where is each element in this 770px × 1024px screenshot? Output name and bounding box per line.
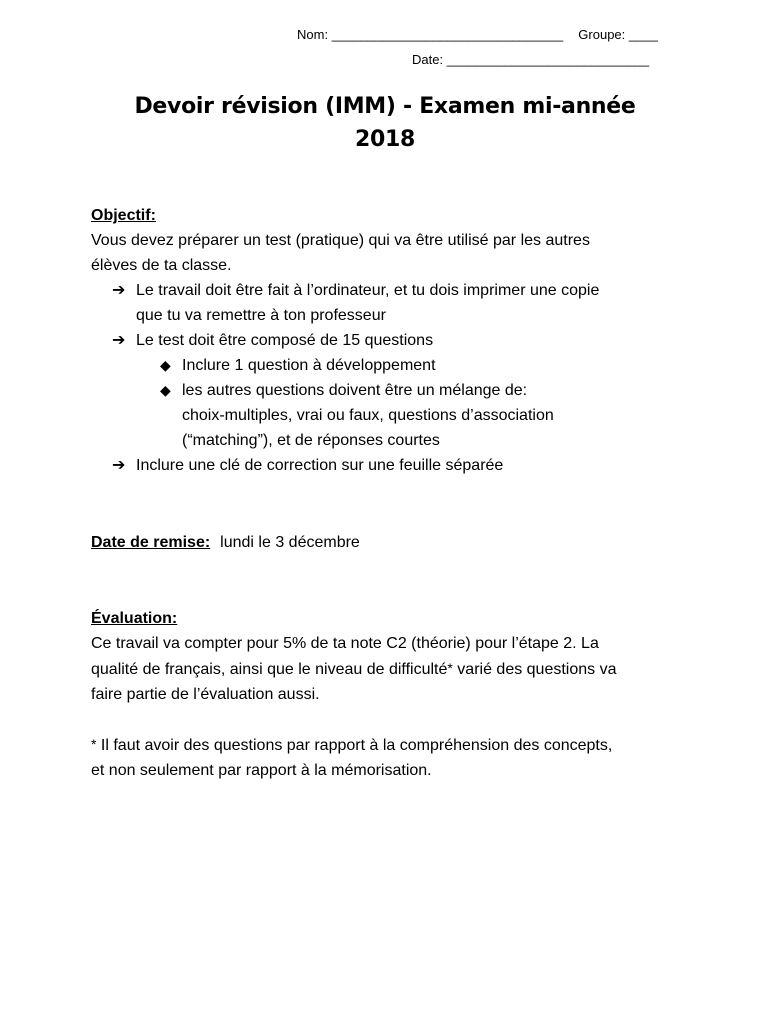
groupe-label: Groupe: <box>578 27 626 42</box>
list-item <box>91 378 691 453</box>
diamond-icon: ◆ <box>160 357 171 373</box>
sub-bullet-2-line-1: les autres questions doivent être un mélange de: <box>182 382 528 399</box>
bullet-1-line-1: Le travail doit être fait à l’ordinateur, et tu dois imprimer une copie <box>136 282 600 299</box>
sub-bullet-2-line-2: choix-multiples, vrai ou faux, questions d’association <box>182 407 554 424</box>
evaluation-line-3: faire partie de l’évaluation aussi. <box>91 686 320 703</box>
objectif-heading: Objectif: <box>91 207 156 224</box>
list-item <box>91 353 691 378</box>
evaluation-line-1: Ce travail va compter pour 5% de ta note C2 (théorie) pour l’étape 2. La <box>91 635 599 652</box>
remise-section <box>91 530 691 555</box>
evaluation-line-2-start: qualité de français, ainsi que le niveau de difficulté <box>91 661 448 678</box>
evaluation-line-2-end: varié des questions va <box>452 661 617 678</box>
list-item <box>91 278 691 328</box>
date-blank: ____________________________ <box>446 52 650 67</box>
evaluation-heading: Évaluation: <box>91 610 178 627</box>
sub-bullet-2-line-3: (“matching”), et de réponses courtes <box>182 432 440 449</box>
page-title <box>60 90 710 156</box>
list-item <box>91 453 691 478</box>
footnote-line-1-text: Il faut avoir des questions par rapport à la compréhension des concepts, <box>96 737 613 754</box>
title-line-2: 2018 <box>354 127 416 152</box>
nom-blank: ________________________________ <box>331 27 564 42</box>
objectif-intro-line-2: élèves de ta classe. <box>91 257 232 274</box>
star-icon: * <box>447 660 453 676</box>
bullet-2-text: Le test doit être composé de 15 questions <box>136 332 434 349</box>
footnote-line-2: et non seulement par rapport à la mémorisation. <box>91 762 432 779</box>
star-icon: * <box>91 736 97 752</box>
evaluation-section <box>91 606 691 707</box>
objectif-section <box>91 203 691 478</box>
evaluation-line-2 <box>91 656 691 682</box>
objectif-bullet-list <box>91 278 691 478</box>
groupe-blank: ____ <box>628 27 658 42</box>
header-date-line <box>412 52 649 68</box>
header-name-group-line <box>297 27 658 43</box>
arrow-icon: ➔ <box>112 332 126 349</box>
diamond-icon: ◆ <box>160 382 171 398</box>
remise-date-value: lundi le 3 décembre <box>220 534 360 551</box>
nom-label: Nom: <box>297 27 329 42</box>
arrow-icon: ➔ <box>112 282 126 299</box>
sub-bullet-1-text: Inclure 1 question à développement <box>182 357 436 374</box>
date-label: Date: <box>412 52 444 67</box>
arrow-icon: ➔ <box>112 457 126 474</box>
objectif-intro-line-1: Vous devez préparer un test (pratique) qui va être utilisé par les autres <box>91 232 590 249</box>
bullet-3-text: Inclure une clé de correction sur une feuille séparée <box>136 457 504 474</box>
list-item <box>91 328 691 353</box>
footnote-section <box>91 732 691 783</box>
footnote-line-1 <box>91 732 691 758</box>
remise-heading: Date de remise: <box>91 534 211 551</box>
title-line-1: Devoir révision (IMM) - Examen mi-année <box>134 94 636 119</box>
bullet-1-line-2: que tu va remettre à ton professeur <box>136 307 386 324</box>
